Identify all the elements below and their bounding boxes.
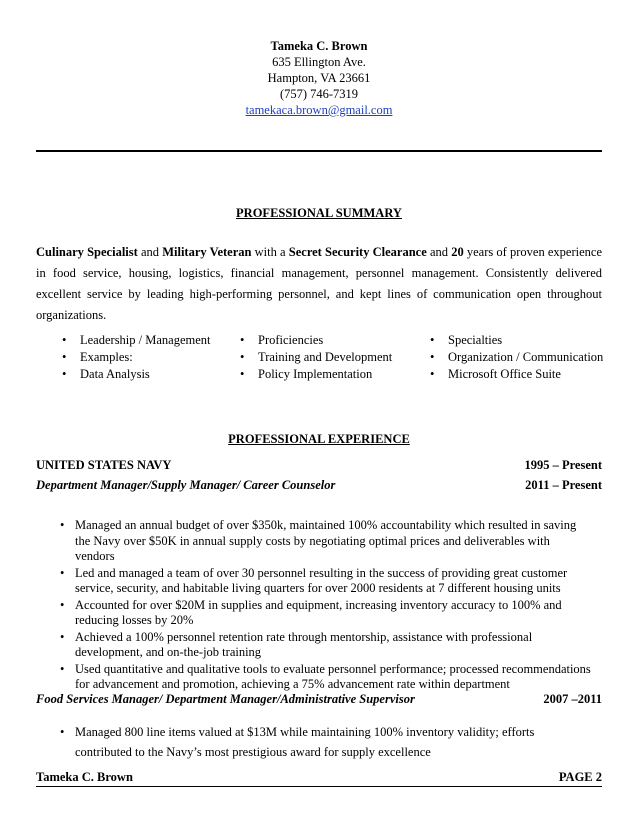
list-item: • Accounted for over $20M in supplies and equipment, increasing inventory accuracy to 100% and reducing losses by 20% (62, 598, 592, 629)
list-item: • Managed 800 line items valued at $13M while maintaining 100% inventory validity; efforts contributed to the Navy’s most prestigious award for supply excellence (62, 722, 592, 762)
footer-name: Tameka C. Brown (36, 770, 133, 784)
list-item: • Proficiencies (236, 332, 392, 349)
role-dates: 2007 –2011 (543, 692, 602, 706)
summary-text: and (426, 245, 452, 259)
list-item: • Achieved a 100% personnel retention rate through mentorship, assistance with professional development, and on-the-job training (62, 630, 592, 661)
email-link[interactable]: tamekaca.brown@gmail.com (245, 103, 393, 117)
summary-highlight-years: 20 (451, 245, 464, 259)
list-item: • Led and managed a team of over 30 personnel resulting in the success of providing great customer service, security, and habitable living quarters for over 2000 residents at 7 different housing units (62, 566, 592, 597)
candidate-name: Tameka C. Brown (270, 39, 368, 53)
page-number: PAGE 2 (558, 770, 602, 784)
list-item: • Organization / Communication (426, 349, 603, 366)
role-1-achievements (62, 518, 592, 694)
contact-header (0, 38, 638, 118)
role-dates: 2011 – Present (525, 478, 602, 492)
employer-dates: 1995 – Present (524, 458, 602, 472)
skills-column-3 (426, 332, 603, 383)
experience-heading: PROFESSIONAL EXPERIENCE (228, 432, 410, 446)
list-item: • Leadership / Management (58, 332, 211, 349)
skills-column-1 (58, 332, 211, 383)
role-title: Department Manager/Supply Manager/ Career Counselor (36, 478, 336, 492)
header-divider (36, 150, 602, 152)
city-state-zip: Hampton, VA 23661 (267, 71, 371, 85)
list-item: • Data Analysis (58, 366, 211, 383)
list-item: • Microsoft Office Suite (426, 366, 603, 383)
role-2-achievements (62, 722, 592, 763)
summary-paragraph (36, 242, 602, 326)
page-footer (36, 770, 602, 787)
skills-column-2 (236, 332, 392, 383)
street-address: 635 Ellington Ave. (272, 55, 366, 69)
summary-text: years of proven experience in food service, housing, logistics, financial management, personnel management. Consistently delivered excellent service by leading high-performing personnel, and kept lines of communication open throughout organizations. (36, 245, 602, 322)
summary-text: with a (251, 245, 289, 259)
list-item: • Used quantitative and qualitative tools to evaluate personnel performance; processed recommendations for advancement and promotion, achieving a 75% advancement rate within department (62, 662, 592, 693)
list-item: • Specialties (426, 332, 603, 349)
list-item: • Policy Implementation (236, 366, 392, 383)
phone-number: (757) 746-7319 (279, 87, 359, 101)
list-item: • Training and Development (236, 349, 392, 366)
summary-text: and (137, 245, 163, 259)
summary-highlight-clearance: Secret Security Clearance (288, 245, 427, 259)
summary-highlight-role: Culinary Specialist (36, 245, 138, 259)
role-title: Food Services Manager/ Department Manager/Administrative Supervisor (36, 692, 415, 706)
employer-name: UNITED STATES NAVY (36, 458, 172, 472)
summary-heading: PROFESSIONAL SUMMARY (236, 206, 402, 220)
summary-highlight-veteran: Military Veteran (162, 245, 252, 259)
list-item: • Managed an annual budget of over $350k, maintained 100% accountability which resulted in saving the Navy over $50K in annual supply costs by negotiating optimal prices and deliverables with vendors (62, 518, 592, 565)
list-item: • Examples: (58, 349, 211, 366)
